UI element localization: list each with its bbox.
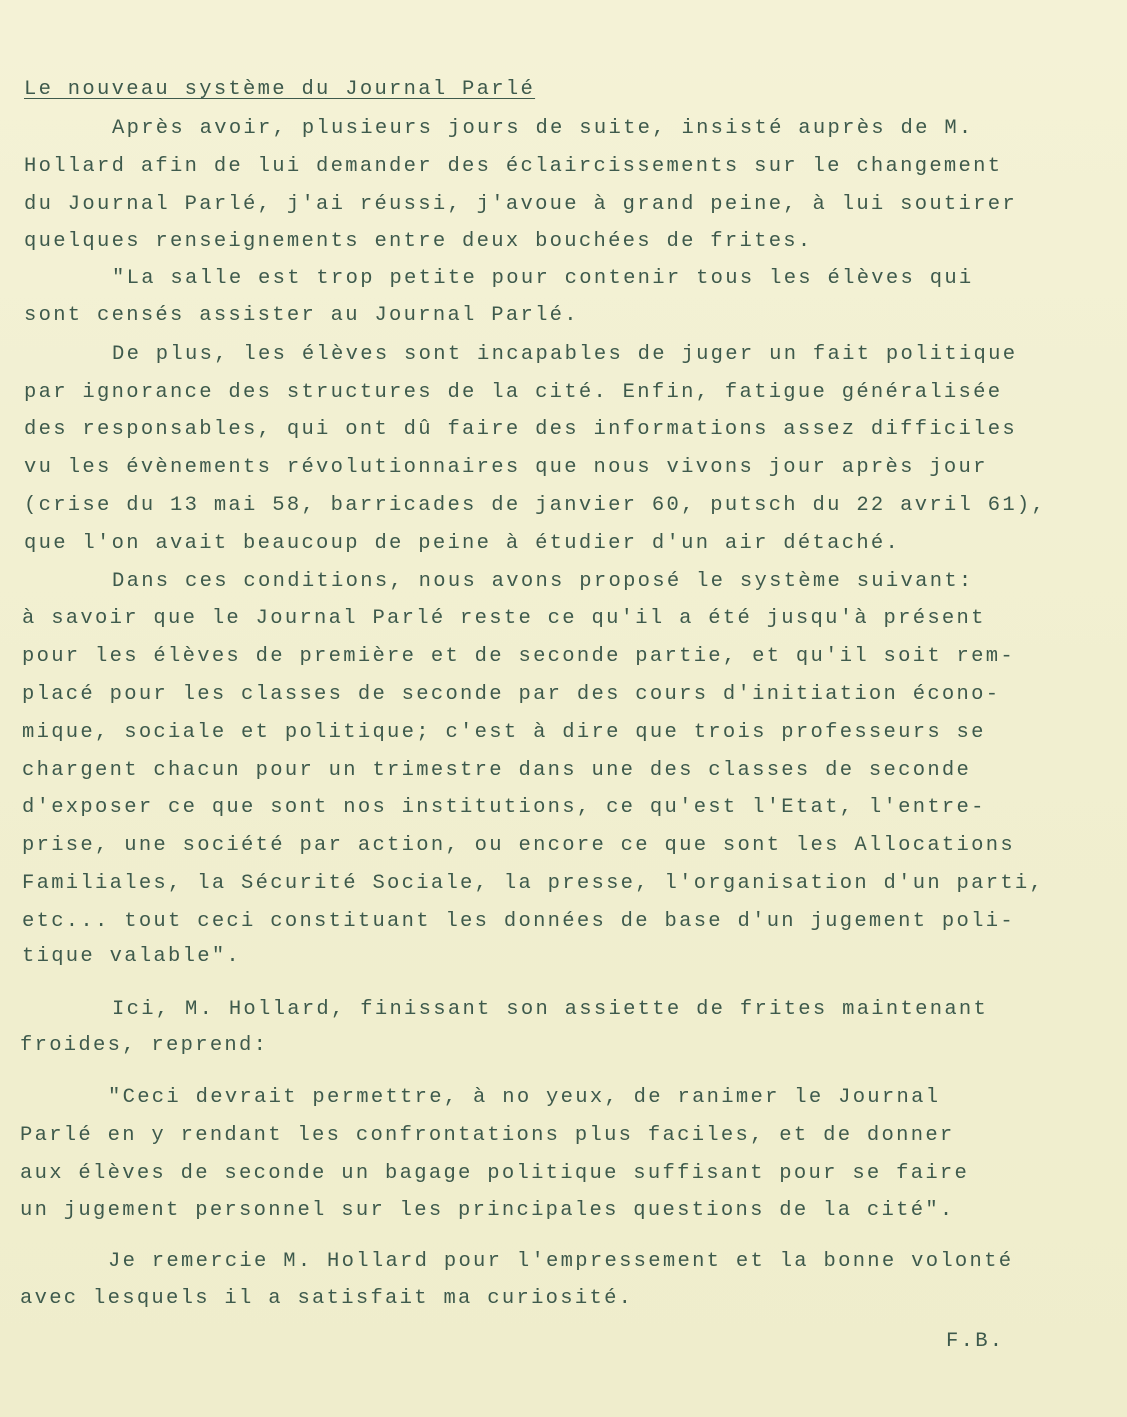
text-line: un jugement personnel sur les principales questions de la cité". bbox=[20, 1199, 955, 1222]
text-line: tique valable". bbox=[22, 945, 242, 968]
text-line: Familiales, la Sécurité Sociale, la presse, l'organisation d'un parti, bbox=[22, 872, 1045, 895]
text-line: des responsables, qui ont dû faire des informations assez difficiles bbox=[24, 418, 1017, 441]
text-line: avec lesquels il a satisfait ma curiosité. bbox=[20, 1287, 634, 1310]
text-line: sont censés assister au Journal Parlé. bbox=[24, 304, 579, 327]
text-line: que l'on avait beaucoup de peine à étudier d'un air détaché. bbox=[24, 532, 901, 555]
text-line: prise, une société par action, ou encore ce que sont les Allocations bbox=[22, 834, 1015, 857]
text-line: "La salle est trop petite pour contenir tous les élèves qui bbox=[112, 267, 974, 290]
text-line: Ici, M. Hollard, finissant son assiette de frites maintenant bbox=[112, 998, 989, 1021]
text-line: Après avoir, plusieurs jours de suite, insisté auprès de M. bbox=[112, 117, 974, 140]
text-line: froides, reprend: bbox=[20, 1034, 269, 1057]
text-line: d'exposer ce que sont nos institutions, ce qu'est l'Etat, l'entre- bbox=[22, 796, 986, 819]
text-line: chargent chacun pour un trimestre dans une des classes de seconde bbox=[22, 759, 972, 782]
text-line: à savoir que le Journal Parlé reste ce qu'il a été jusqu'à présent bbox=[22, 607, 986, 630]
text-line: mique, sociale et politique; c'est à dire que trois professeurs se bbox=[22, 721, 986, 744]
text-line: pour les élèves de première et de seconde partie, et qu'il soit rem- bbox=[22, 645, 1015, 668]
text-line: etc... tout ceci constituant les données de base d'un jugement poli- bbox=[22, 910, 1015, 933]
text-line: du Journal Parlé, j'ai réussi, j'avoue à grand peine, à lui soutirer bbox=[24, 193, 1017, 216]
signature: F.B. bbox=[946, 1330, 1005, 1353]
text-line: vu les évènements révolutionnaires que nous vivons jour après jour bbox=[24, 456, 988, 479]
text-line: De plus, les élèves sont incapables de juger un fait politique bbox=[112, 343, 1018, 366]
text-line: (crise du 13 mai 58, barricades de janvier 60, putsch du 22 avril 61), bbox=[24, 494, 1047, 517]
text-line: Hollard afin de lui demander des éclaircissements sur le changement bbox=[24, 155, 1003, 178]
text-line: par ignorance des structures de la cité. Enfin, fatigue généralisée bbox=[24, 381, 1003, 404]
text-line: aux élèves de seconde un bagage politique suffisant pour se faire bbox=[20, 1162, 970, 1185]
article-title: Le nouveau système du Journal Parlé bbox=[24, 78, 536, 101]
text-line: "Ceci devrait permettre, à no yeux, de ranimer le Journal bbox=[108, 1086, 941, 1109]
text-line: Parlé en y rendant les confrontations plus faciles, et de donner bbox=[20, 1124, 955, 1147]
text-line: Dans ces conditions, nous avons proposé le système suivant: bbox=[112, 570, 974, 593]
text-line: quelques renseignements entre deux bouchées de frites. bbox=[24, 230, 813, 253]
text-line: placé pour les classes de seconde par des cours d'initiation écono- bbox=[22, 683, 1001, 706]
text-line: Je remercie M. Hollard pour l'empressement et la bonne volonté bbox=[108, 1250, 1014, 1273]
